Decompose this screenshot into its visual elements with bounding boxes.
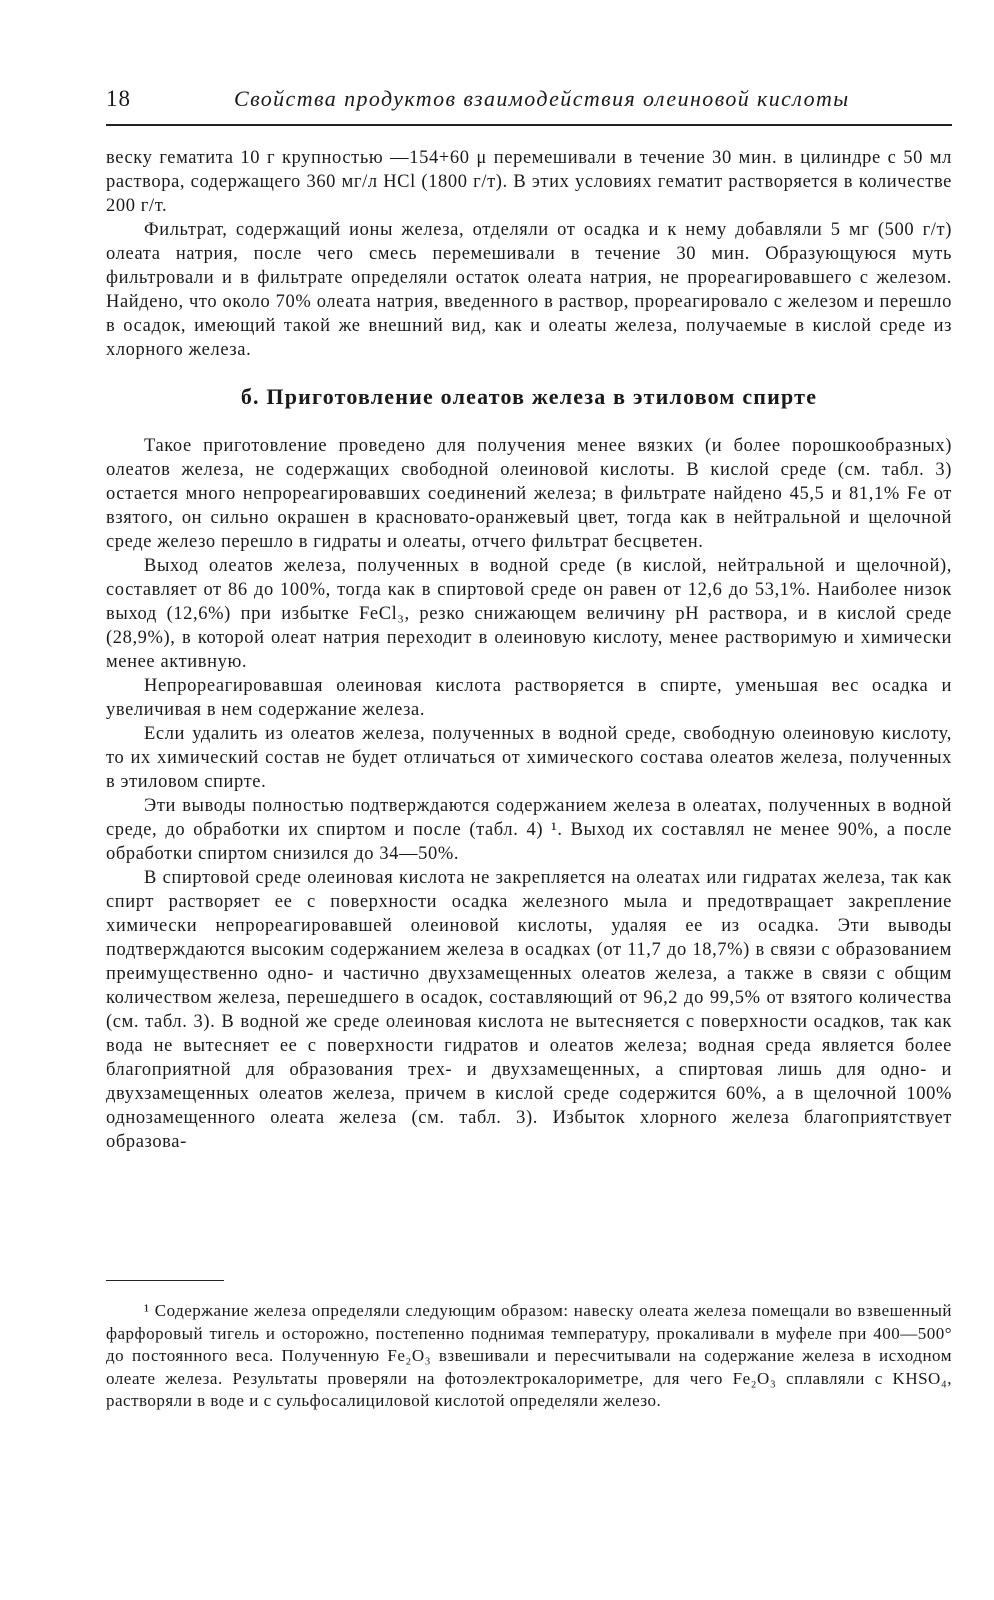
paragraph: Такое приготовление проведено для получения менее вязких (и более порошкообразных) олеатов железа, не содержащих свободной олеиновой кислоты. В кислой среде (см. табл. 3) остается много непрореагировавших соединений железа; в фильтрате найдено 45,5 и 81,1% Fe от взятого, он сильно окрашен в красновато-оранжевый цвет, тогда как в нейтральной и щелочной среде железо перешло в гидраты и олеаты, отчего фильтрат бесцветен. xyxy=(106,436,952,552)
footnote-divider xyxy=(106,1280,224,1281)
footnote xyxy=(106,1300,952,1413)
paragraph: Непрореагировавшая олеиновая кислота растворяется в спирте, уменьшая вес осадка и увеличивая в нем содержание железа. xyxy=(106,676,952,720)
paragraph: В спиртовой среде олеиновая кислота не закрепляется на олеатах или гидратах железа, так как спирт растворяет ее с поверхности осадка железного мыла и предотвращает закрепление химически непрореагировавшей олеиновой кислоты, удаляя ее из осадка. Эти выводы подтверждаются высоким содержанием железа в осадках (от 11,7 до 18,7%) в связи с образованием преимущественно одно- и частично двухзамещенных олеатов железа, а также в связи с общим количеством железа, перешедшего в осадок, составляющий от 96,2 до 99,5% от взятого количества (см. табл. 3). В водной же среде олеиновая кислота не вытесняется с поверхности осадков, так как вода не вытесняет ее с поверхности гидратов и олеатов железа; водная среда является более благоприятной для образования трех- и двухзамещенных, а спиртовая лишь для одно- и двухзамещенных олеатов железа, причем в кислой среде содержится 60%, а в щелочной 100% однозамещенного олеата железа (см. табл. 3). Избыток хлорного железа благоприятствует образова- xyxy=(106,868,952,1152)
paragraph: Эти выводы полностью подтверждаются содержанием железа в олеатах, полученных в водной среде, до обработки их спиртом и после (табл. 4) ¹. Выход их составлял не менее 90%, а после обработки спиртом снизился до 34—50%. xyxy=(106,796,952,864)
paragraph: Фильтрат, содержащий ионы железа, отделяли от осадка и к нему добавляли 5 мг (500 г/т) олеата натрия, после чего смесь перемешивали в течение 30 мин. Образующуюся муть фильтровали и в фильтрате определяли остаток олеата натрия, не прореагировавшего с железом. Найдено, что около 70% олеата натрия, введенного в раствор, прореагировало с железом и перешло в осадок, имеющий такой же внешний вид, как и олеаты железа, получаемые в кислой среде из хлорного железа. xyxy=(106,220,952,360)
page-number: 18 xyxy=(106,86,131,111)
footnote-text: ¹ Содержание железа определяли следующим образом: навеску олеата железа помещали во взвешенный фарфоровый тигель и осторожно, постепенно поднимая температуру, прокаливали в муфеле при 400—500° до постоянного веса. Полученную Fe₂O₃ взвешивали и пересчитывали на содержание железа в исходном олеате железа. Результаты проверяли на фотоэлектрокалориметре, для чего Fe₂O₃ сплавляли с KHSO₄, растворяли в воде и с сульфосалициловой кислотой определяли железо. xyxy=(106,1301,952,1410)
paragraph: Если удалить из олеатов железа, полученных в водной среде, свободную олеиновую кислоту, то их химический состав не будет отличаться от химического состава олеатов железа, полученных в этиловом спирте. xyxy=(106,724,952,792)
main-text xyxy=(106,146,952,1154)
running-header xyxy=(106,84,952,126)
paragraph: веску гематита 10 г крупностью —154+60 μ перемешивали в течение 30 мин. в цилиндре с 50 мл раствора, содержащего 360 мг/л HCl (1800 г/т). В этих условиях гематит растворяется в количестве 200 г/т. xyxy=(106,148,952,216)
paragraph: Выход олеатов железа, полученных в водной среде (в кислой, нейтральной и щелочной), составляет от 86 до 100%, тогда как в спиртовой среде он равен от 12,6 до 53,1%. Наиболее низок выход (12,6%) при избытке FeCl₃, резко снижающем величину pH раствора, и в кислой среде (28,9%), в которой олеат натрия переходит в олеиновую кислоту, менее растворимую и химически менее активную. xyxy=(106,556,952,672)
section-heading: б. Приготовление олеатов железа в этиловом спирте xyxy=(240,384,818,409)
running-title: Свойства продуктов взаимодействия олеиновой кислоты xyxy=(234,86,850,111)
